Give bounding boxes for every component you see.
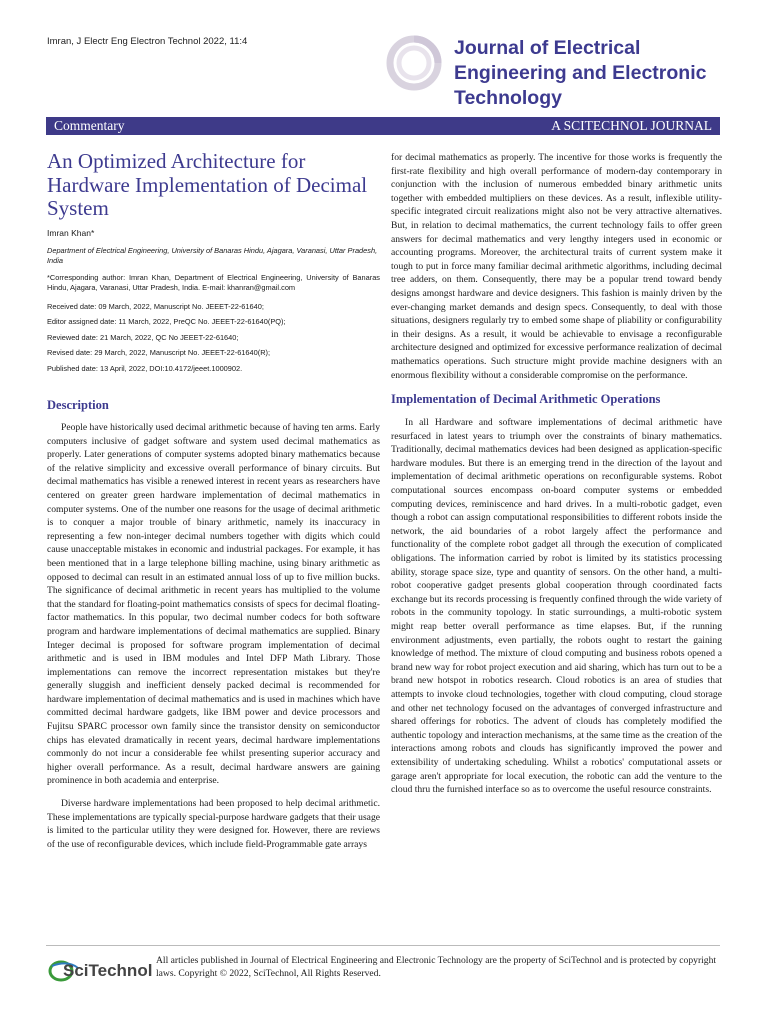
- reviewed-date: Reviewed date: 21 March, 2022, QC No JEEET-22-61640;: [47, 332, 239, 342]
- article-title: An Optimized Architecture for Hardware Implementation of Decimal System: [47, 149, 368, 220]
- footer-logo-text: SciTechnol: [63, 961, 153, 980]
- description-continuation: for decimal mathematics as properly. The incentive for those works is frequently the first-rate flexibility and high overall performance of modern-day contemporary in conjunction with the inclusion of numerous embedded binary arithmetic units together with embedded multipliers on these devices. As a result, inflexible utility-specific integrated circuit realizations might also not be very attractive alternatives. But, in relation to decimal mathematics, the current technology fails to offer green answers for decimal mathematics and very lengthy integers used in economic or accounting programs. Moreover, the architectural traits of current system make it tough to put in force many familiar decimal arithmetic algorithms, including decimal tree adders, on them. Consequently, there may be a popular trend toward bendy designs amongst hardware and device designers. This fashion is mainly driven by the ever-changing market demands and design specs. Consequently, to deal with those situations, designers regularly try to embed some shape of pliability or configurability in their designs. As a result, it would be achievable to envisage a reconfigurable architecture designed and optimized for excessive performance realization of decimal mathematics operations. Such structure might provide machine designers with an enormous flexibility without a considerable compromise on the performance.: [391, 152, 722, 381]
- author-affiliation: Department of Electrical Engineering, University of Banaras Hindu, Ajagara, Varanasi, Uttar Pradesh, India: [47, 245, 378, 265]
- received-date: Received date: 09 March, 2022, Manuscript No. JEEET-22-61640;: [47, 301, 264, 311]
- revised-date: Revised date: 29 March, 2022, Manuscript No. JEEET-22-61640(R);: [47, 348, 271, 357]
- manuscript-dates: [47, 299, 380, 377]
- right-column: [391, 151, 722, 797]
- article-type-label: Commentary: [54, 118, 125, 133]
- journal-logo-icon: [385, 34, 443, 92]
- journal-name: Journal of Electrical Engineering and Electronic Technology: [454, 37, 707, 109]
- left-column: [47, 150, 380, 851]
- citation-line: Imran, J Electr Eng Electron Technol 2022, 11:4: [47, 36, 248, 47]
- publisher-label: A SCITECHNOL JOURNAL: [551, 118, 712, 133]
- copyright-notice: All articles published in Journal of Electrical Engineering and Electronic Technology are the property of SciTechnol and is protected by copyright laws. Copyright © 2022, SciTechnol, All Rights Reserved.: [156, 955, 717, 979]
- description-paragraph-1: People have historically used decimal arithmetic because of having ten arms. Early computers inclusive of gadget software and system used decimal mathematics as properly. Later generations of computer systems adopted binary mathematics because of the relative simplicity and excessive overall performance of binary circuits. But decimal mathematics has visible a renewed interest in recent years as researchers have centered on greater green hardware implementation of decimal mathematics in computer systems. One of the number one reasons for the usage of decimal arithmetic is to conquer a major trouble of binary arithmetic, namely its inaccuracy in representing a few non-integer decimal numbers together with digits which could cause unacceptable mistakes in economic and industrial packages. For example, it has been mentioned that in a large telephone billing machine, using binary arithmetic as opposed to decimal can result in an estimated annual loss of up to five million bucks. The significance of decimal arithmetic in recent years has multiplied to the volume that the standard for floating-point mathematics consists of specs for decimal floating-factor mathematics. In this popular, two decimal number codecs for both software program and hardware implementations of decimal mathematics are supplied. Binary Integer decimal is proposed for software program implementation of decimal arithmetic and is used in IBM modules and Intel DFP Math Library. Those implementations can remove the incorrect representation mistakes but they're generally sluggish and inefficient densely packed decimal is recommended for hardware implementation of decimal mathematics and is used in machines which have committed decimal hardware gadgets, like IBM power and device processors and Fujitsu SPARC processor own family since the transistor density on semiconductor chips has elevated dramatically in recent years, decimal hardware implementations commonly do not incur a considerable fee whilst presenting superior accuracy and higher overall performance. As a result, decimal hardware answers are gaining prominence in both academia and enterprise.: [47, 422, 380, 787]
- footer-divider: [46, 945, 720, 946]
- description-paragraph-2: Diverse hardware implementations had been proposed to help decimal arithmetic. These implementations are typically special-purpose hardware gadgets that their usage is limited to the particular utility they were designed for. However, there are reviews of the use of reconfigurable devices, which include field-Programmable gate arrays: [47, 798, 380, 850]
- implementation-paragraph: In all Hardware and software implementations of decimal arithmetic have resurfaced in latest years to triumph over the constraints of binary mathematics. Traditionally, decimal mathematics devices had been designed as application-specific hardware modules. But there is an emerging trend in the direction of the layout and implementation of decimal arithmetic operations on reconfigurable systems. Robot computational sources encompass on-board computer systems or embedded computing devices, reminiscence and hard drives. In a multi-robotic gadget, even though a robot can assign computational responsibilities to different robots inside the network, the aid boundaries of a robot largely affect the performance and functionality of the complete robot gadget all through the execution of complicated obligations. The information carried by robot is limited by its statistics processing ability, storage space size, type and quantity of sensors. On the other hand, a multi-robot cooperative gadget presents global cooperation through coordinated facts exchange but its records processing is frequently confined through the wide variety of robots in the community topology. In static surroundings, a multi-robotic system might reap better overall performance as time elapses. But, if the running environment adjustments, even partially, the robots ought to restart the gaining knowledge of method. The mixture of cloud computing and business robots opened a brand new way for robot project execution and aid sharing, which has turn out to be a brand new hotspot in robotics research. Cloud robotics is an area of studies that attempts to invoke cloud technologies, together with cloud computing, cloud storage and other net technology focused on the advantages of converged infrastructure and shared offerings for robotics. The advent of clouds has completely modified the authentic topology and interaction mechanisms, at the same time as the creation of the interactions among robots and clouds has significantly improved the power and extensibility of undertaking scheduling. Whilst a robotics' computational assets or garage aren't appropriate for local execution, the robotic can add the venture to the cloud thru the furnished interface so as to overcome the useful resource constraints.: [391, 417, 722, 796]
- article-type-banner: [46, 117, 720, 135]
- corresponding-author: *Corresponding author: Imran Khan, Department of Electrical Engineering, University of Banaras Hindu, Ajagara, Varanasi, Uttar Pradesh, India. E-mail: khanran@gmail.com: [47, 272, 380, 292]
- editor-assigned-date: Editor assigned date: 11 March, 2022, PreQC No. JEEET-22-61640(PQ);: [47, 317, 286, 326]
- author-name: Imran Khan*: [47, 227, 95, 238]
- published-date: Published date: 13 April, 2022, DOI:10.4172/jeeet.1000902.: [47, 363, 243, 373]
- implementation-heading: Implementation of Decimal Arithmetic Operations: [391, 392, 661, 407]
- description-heading: Description: [47, 398, 109, 412]
